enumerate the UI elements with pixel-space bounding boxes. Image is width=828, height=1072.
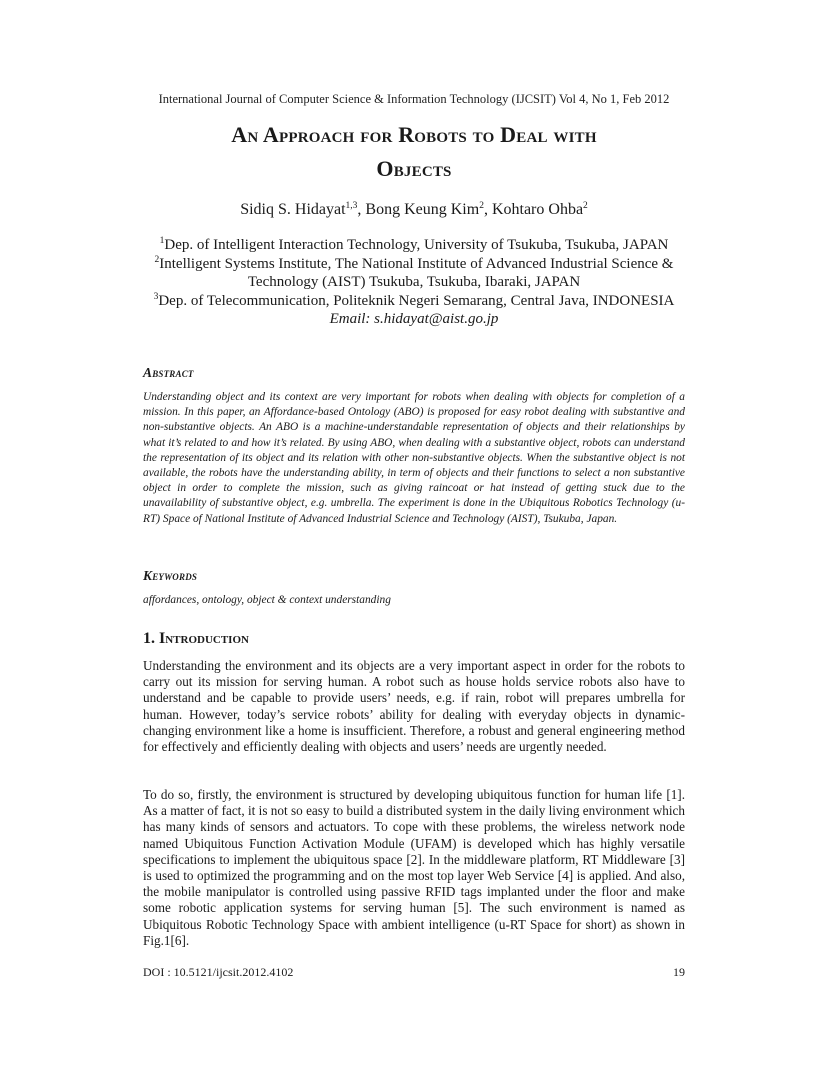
author-name: Sidiq S. Hidayat — [240, 201, 346, 218]
affiliation-text: Intelligent Systems Institute, The National Institute of Advanced Industrial Science & — [159, 255, 674, 272]
introduction-paragraph-1: Understanding the environment and its objects are a very important aspect in order for the robots to carry out its mission for serving human. A robot such as house holds service robots also have to understand and be capable to provide users’ needs, e.g. if rain, robot will prepares umbrella for human. However, today’s service robots’ ability for dealing with everyday objects in dynamic-changing environment like a home is insufficient. Therefore, a robust and general engineering method for effectively and efficiently dealing with objects and users’ needs are urgently needed. — [143, 658, 685, 755]
affiliation-mark: 2 — [154, 254, 160, 265]
author-affiliation-mark: 2 — [583, 201, 588, 211]
author-list — [0, 201, 828, 219]
author-name: Bong Keung Kim — [365, 201, 480, 218]
author-affiliation-mark: 1,3 — [345, 201, 358, 211]
author-name: Kohtaro Ohba — [491, 201, 584, 218]
affiliation-1 — [110, 236, 718, 255]
author-separator: , — [357, 201, 366, 218]
affiliations — [110, 236, 718, 329]
keywords-heading: Keywords — [143, 568, 198, 583]
affiliation-3 — [110, 292, 718, 311]
abstract-heading: Abstract — [143, 365, 194, 380]
footer-doi: DOI : 10.5121/ijcsit.2012.4102 — [143, 965, 294, 979]
contact-email: Email: s.hidayat@aist.go.jp — [329, 311, 499, 328]
affiliation-2 — [110, 255, 718, 274]
running-header: International Journal of Computer Science & Information Technology (IJCSIT) Vol 4, No 1, Feb 2012 — [158, 92, 670, 106]
affiliation-text: Dep. of Intelligent Interaction Technology, University of Tsukuba, Tsukuba, JAPAN — [164, 237, 669, 253]
author-separator: , — [483, 201, 492, 218]
author-affiliation-mark: 2 — [479, 201, 484, 211]
page-number: 19 — [673, 965, 685, 979]
affiliation-mark: 3 — [153, 291, 159, 302]
introduction-paragraph-2: To do so, firstly, the environment is structured by developing ubiquitous function for human life [1]. As a matter of fact, it is not so easy to build a distributed system in the daily living environment which has many kinds of sensors and actuators. To cope with these problems, the wireless network node named Ubiquitous Function Activation Module (UFAM) is developed which has highly versatile specifications to implement the ubiquitous space [2]. In the middleware platform, RT Middleware [3] is used to optimized the programming and on the most top layer Web Service [4] is applied. And also, the mobile manipulator is controlled using passive RFID tags implanted under the floor and make some robotic application systems for serving human [5]. The such environment is named as Ubiquitous Robotic Technology Space with ambient intelligence (u-RT Space for short) as shown in Fig.1[6]. — [143, 787, 685, 948]
abstract-text: Understanding object and its context are very important for robots when dealing with objects for completion of a mission. In this paper, an Affordance-based Ontology (ABO) is proposed for easy robot dealing with substantive and non-substantive objects. An ABO is a machine-understandable representation of objects and their relationships by what it’s related to and how it’s related. By using ABO, when dealing with a substantive object, robots can understand the representation of its object and its relation with other non-substantive objects. When the substantive object is not available, the robots have the understanding ability, in term of objects and their functions to select a non substantive object in order to complete the mission, such as giving raincoat or hat instead of getting stuck due to the unavailability of substantive object, e.g. umbrella. The experiment is done in the Ubiquitous Robotics Technology (u-RT) Space of National Institute of Advanced Industrial Science and Technology (AIST), Tsukuba, Japan. — [143, 391, 685, 525]
keywords-text: affordances, ontology, object & context understanding — [143, 594, 391, 606]
title-line-1: An Approach for Robots to Deal with — [231, 122, 597, 147]
affiliation-mark: 1 — [159, 236, 165, 246]
affiliation-text: Dep. of Telecommunication, Politeknik Negeri Semarang, Central Java, INDONESIA — [158, 292, 675, 309]
paper-title — [140, 118, 688, 186]
affiliation-2-continued: Technology (AIST) Tsukuba, Tsukuba, Ibaraki, JAPAN — [247, 274, 581, 291]
introduction-heading: 1. Introduction — [143, 630, 249, 647]
title-line-2: Objects — [376, 156, 452, 181]
